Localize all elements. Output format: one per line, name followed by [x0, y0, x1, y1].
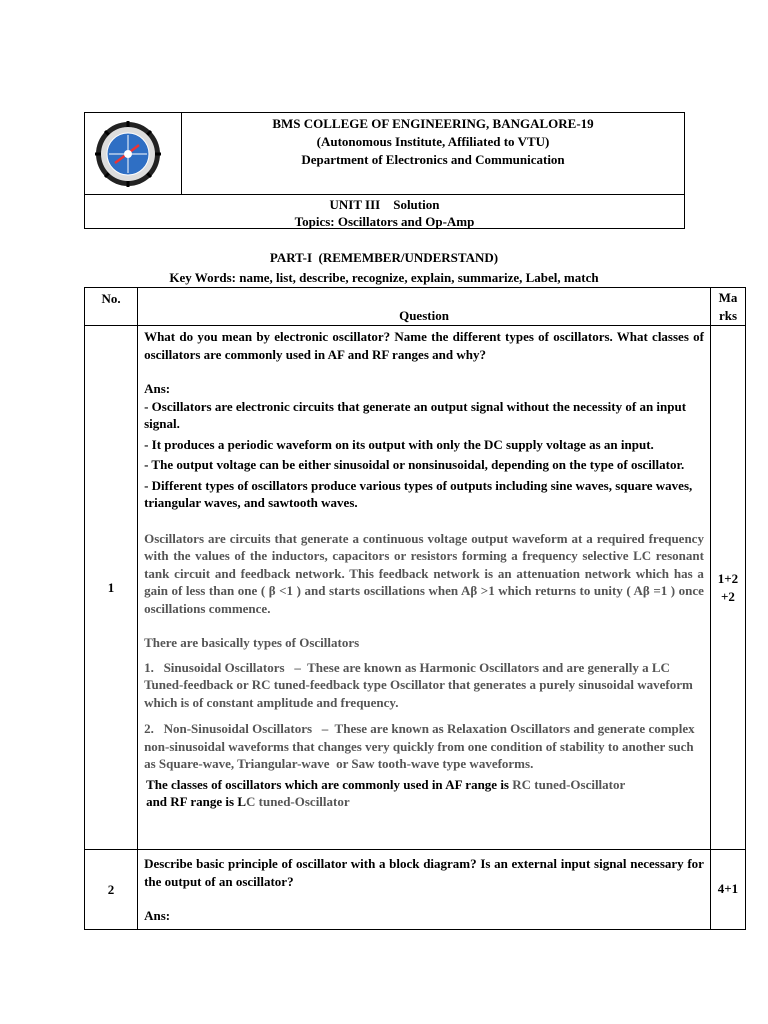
answer-bullet: - It produces a periodic waveform on its output with only the DC supply voltage as an input.	[144, 436, 654, 452]
question-cell	[138, 850, 711, 930]
marks-header-line-1: Ma	[718, 290, 738, 305]
marks-header-line-2: rks	[718, 308, 737, 323]
type-sinusoidal: 1. Sinusoidal Oscillators – These are known as Harmonic Oscillators and are generally a LC Tuned-feedback or RC tuned-feedback type Oscillator that generates a purely sinusoidal waveform which is of constant amplitude and frequency.	[144, 659, 697, 710]
col-header-question: Question	[138, 288, 711, 326]
college-logo	[95, 121, 161, 187]
part-title: PART-I (REMEMBER/UNDERSTAND)	[269, 250, 499, 265]
classes-af-value: RC tuned-Oscillator	[512, 776, 626, 792]
marks-line-1: 1+2	[717, 570, 739, 586]
types-intro: There are basically types of Oscillators	[144, 635, 360, 650]
header-box	[84, 112, 685, 229]
question-text: Describe basic principle of oscillator with a block diagram? Is an external input signal necessary for the output of an oscillator?	[144, 856, 704, 889]
answer-label: Ans:	[144, 908, 171, 923]
answer-bullet: - Different types of oscillators produce various types of outputs including sine waves, square waves, triangular waves, and sawtooth waves.	[144, 477, 693, 510]
classes-af-line	[144, 776, 704, 794]
college-status: (Autonomous Institute, Affiliated to VTU)	[316, 134, 550, 149]
topics-label: Topics: Oscillators and Op-Amp	[294, 214, 475, 229]
header-top-row	[85, 113, 684, 195]
classes-rf-text: and RF range is L	[146, 794, 246, 809]
keywords-line: Key Words: name, list, describe, recognize, explain, summarize, Label, match	[169, 270, 599, 285]
answer-label: Ans:	[144, 381, 171, 396]
marks-line-2: +2	[721, 588, 735, 604]
answer-bullet: - Oscillators are electronic circuits that generate an output signal without the necessity of an input signal.	[144, 398, 687, 431]
type-non-sinusoidal: 2. Non-Sinusoidal Oscillators – These are known as Relaxation Oscillators and generate complex non-sinusoidal waveforms that changes very quickly from one condition of stability to another such as Square-wave, Triangular-wave or Saw tooth-wave type waveforms.	[144, 721, 698, 771]
unit-label: UNIT III Solution	[329, 197, 440, 212]
classes-af-text: The classes of oscillators which are commonly used in AF range is	[146, 776, 513, 792]
table-header-row	[85, 288, 746, 326]
question-table	[84, 287, 746, 930]
answer-bullet: - The output voltage can be either sinusoidal or nonsinusoidal, depending on the type of oscillator.	[144, 457, 685, 472]
college-name: BMS COLLEGE OF ENGINEERING, BANGALORE-19	[272, 116, 594, 131]
question-text: What do you mean by electronic oscillator? Name the different types of oscillators. What classes of oscillators are commonly used in AF and RF ranges and why?	[144, 329, 704, 362]
table-row	[85, 326, 746, 850]
classes-rf-value: C tuned-Oscillator	[246, 794, 350, 809]
header-text	[182, 115, 684, 169]
logo-cell	[85, 113, 182, 195]
question-number: 1	[85, 326, 138, 850]
col-header-no: No.	[85, 288, 138, 326]
question-cell	[138, 326, 711, 850]
marks-cell	[710, 326, 745, 850]
table-row	[85, 850, 746, 930]
header-bottom-row	[85, 195, 684, 229]
classes-rf-line	[144, 793, 704, 811]
question-number: 2	[85, 850, 138, 930]
department-name: Department of Electronics and Communication	[301, 152, 565, 167]
marks-cell: 4+1	[710, 850, 745, 930]
col-header-marks	[710, 288, 745, 326]
answer-paragraph: Oscillators are circuits that generate a continuous voltage output waveform at a required frequency with the values of the inductors, capacitors or resistors forming a frequency selective LC resonant tank circuit and feedback network. This feedback network is an attenuation network which has a gain of less than one ( β <1 ) and starts oscillations when Aβ >1 which returns to unity ( Aβ =1 ) once oscillations commence.	[144, 530, 704, 616]
